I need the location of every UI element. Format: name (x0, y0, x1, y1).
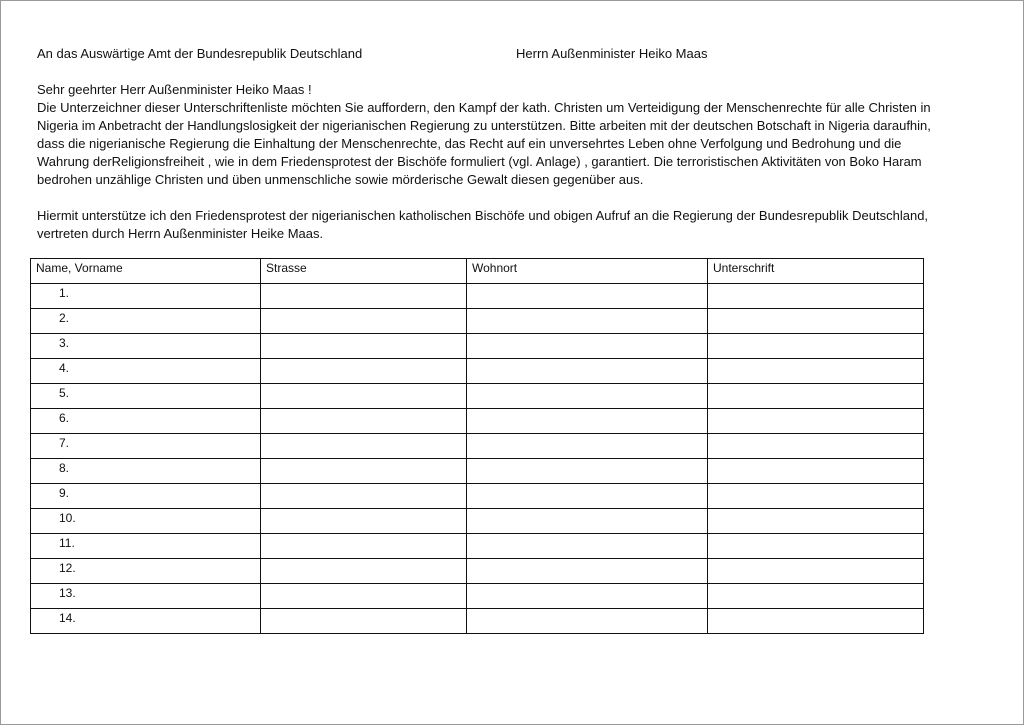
city-cell[interactable] (467, 434, 708, 459)
signature-cell[interactable] (708, 609, 924, 634)
street-cell[interactable] (261, 434, 467, 459)
city-cell[interactable] (467, 459, 708, 484)
table-row (31, 459, 924, 484)
signature-table (30, 258, 924, 634)
table-row (31, 484, 924, 509)
city-cell[interactable] (467, 384, 708, 409)
table-header-row (31, 259, 924, 284)
signature-cell[interactable] (708, 409, 924, 434)
street-cell[interactable] (261, 534, 467, 559)
table-row (31, 559, 924, 584)
column-header-name: Name, Vorname (31, 259, 261, 284)
paragraph-2 (37, 207, 987, 243)
street-cell[interactable] (261, 309, 467, 334)
column-header-signature: Unterschrift (708, 259, 924, 284)
signature-cell[interactable] (708, 284, 924, 309)
paragraph-1-line: Wahrung derReligionsfreiheit , wie in dem Friedensprotest der Bischöfe formuliert (vgl. Anlage) , garantiert. Die terroristischen Aktivitäten von Boko Haram (37, 154, 922, 169)
row-number-cell: 1. (31, 284, 261, 309)
table-row (31, 609, 924, 634)
row-number-cell: 14. (31, 609, 261, 634)
column-header-street: Strasse (261, 259, 467, 284)
row-number-cell: 5. (31, 384, 261, 409)
column-header-city: Wohnort (467, 259, 708, 284)
table-row (31, 534, 924, 559)
paragraph-1-line: Die Unterzeichner dieser Unterschriftenliste möchten Sie auffordern, den Kampf der kath. Christen um Verteidigung der Menschenrechte für alle Christen in (37, 100, 931, 115)
row-number-cell: 10. (31, 509, 261, 534)
row-number-cell: 4. (31, 359, 261, 384)
row-number-cell: 11. (31, 534, 261, 559)
row-number-cell: 9. (31, 484, 261, 509)
street-cell[interactable] (261, 609, 467, 634)
row-number-cell: 7. (31, 434, 261, 459)
city-cell[interactable] (467, 309, 708, 334)
salutation: Sehr geehrter Herr Außenminister Heiko Maas ! (37, 82, 312, 97)
city-cell[interactable] (467, 534, 708, 559)
signature-cell[interactable] (708, 559, 924, 584)
paragraph-1 (37, 99, 987, 189)
signature-table-wrap (30, 258, 924, 634)
table-row (31, 409, 924, 434)
signature-cell[interactable] (708, 309, 924, 334)
recipient-left: An das Auswärtige Amt der Bundesrepublik Deutschland (37, 46, 363, 61)
paragraph-2-line: vertreten durch Herrn Außenminister Heike Maas. (37, 226, 324, 241)
city-cell[interactable] (467, 359, 708, 384)
street-cell[interactable] (261, 384, 467, 409)
street-cell[interactable] (261, 459, 467, 484)
table-row (31, 309, 924, 334)
street-cell[interactable] (261, 509, 467, 534)
table-body (31, 284, 924, 634)
street-cell[interactable] (261, 559, 467, 584)
signature-cell[interactable] (708, 509, 924, 534)
recipient-right: Herrn Außenminister Heiko Maas (516, 46, 708, 61)
street-cell[interactable] (261, 359, 467, 384)
row-number-cell: 2. (31, 309, 261, 334)
paragraph-1-line: bedrohen unzählige Christen und üben unmenschliche sowie mörderische Gewalt diesen gegenüber aus. (37, 172, 644, 187)
city-cell[interactable] (467, 609, 708, 634)
table-row (31, 384, 924, 409)
table-row (31, 284, 924, 309)
city-cell[interactable] (467, 284, 708, 309)
street-cell[interactable] (261, 584, 467, 609)
row-number-cell: 3. (31, 334, 261, 359)
letter-body (37, 81, 987, 243)
signature-cell[interactable] (708, 459, 924, 484)
street-cell[interactable] (261, 409, 467, 434)
signature-cell[interactable] (708, 334, 924, 359)
signature-cell[interactable] (708, 434, 924, 459)
row-number-cell: 13. (31, 584, 261, 609)
signature-cell[interactable] (708, 584, 924, 609)
city-cell[interactable] (467, 409, 708, 434)
row-number-cell: 12. (31, 559, 261, 584)
table-row (31, 509, 924, 534)
paragraph-1-line: Nigeria im Anbetracht der Handlungslosigkeit der nigerianischen Regierung zu unterstützen. Bitte arbeiten mit der deutschen Botschaft in Nigeria daraufhin, (37, 118, 931, 133)
table-row (31, 359, 924, 384)
signature-cell[interactable] (708, 359, 924, 384)
paragraph-1-line: dass die nigerianische Regierung die Einhaltung der Menschenrechte, das Recht auf ein unversehrtes Leben ohne Verfolgung und Bedrohung und die (37, 136, 902, 151)
street-cell[interactable] (261, 484, 467, 509)
city-cell[interactable] (467, 559, 708, 584)
city-cell[interactable] (467, 484, 708, 509)
city-cell[interactable] (467, 334, 708, 359)
row-number-cell: 6. (31, 409, 261, 434)
table-row (31, 434, 924, 459)
city-cell[interactable] (467, 509, 708, 534)
signature-cell[interactable] (708, 484, 924, 509)
signature-cell[interactable] (708, 534, 924, 559)
paragraph-2-line: Hiermit unterstütze ich den Friedensprotest der nigerianischen katholischen Bischöfe und obigen Aufruf an die Regierung der Bundesrepublik Deutschland, (37, 208, 929, 223)
table-row (31, 334, 924, 359)
street-cell[interactable] (261, 334, 467, 359)
signature-cell[interactable] (708, 384, 924, 409)
row-number-cell: 8. (31, 459, 261, 484)
street-cell[interactable] (261, 284, 467, 309)
city-cell[interactable] (467, 584, 708, 609)
table-row (31, 584, 924, 609)
